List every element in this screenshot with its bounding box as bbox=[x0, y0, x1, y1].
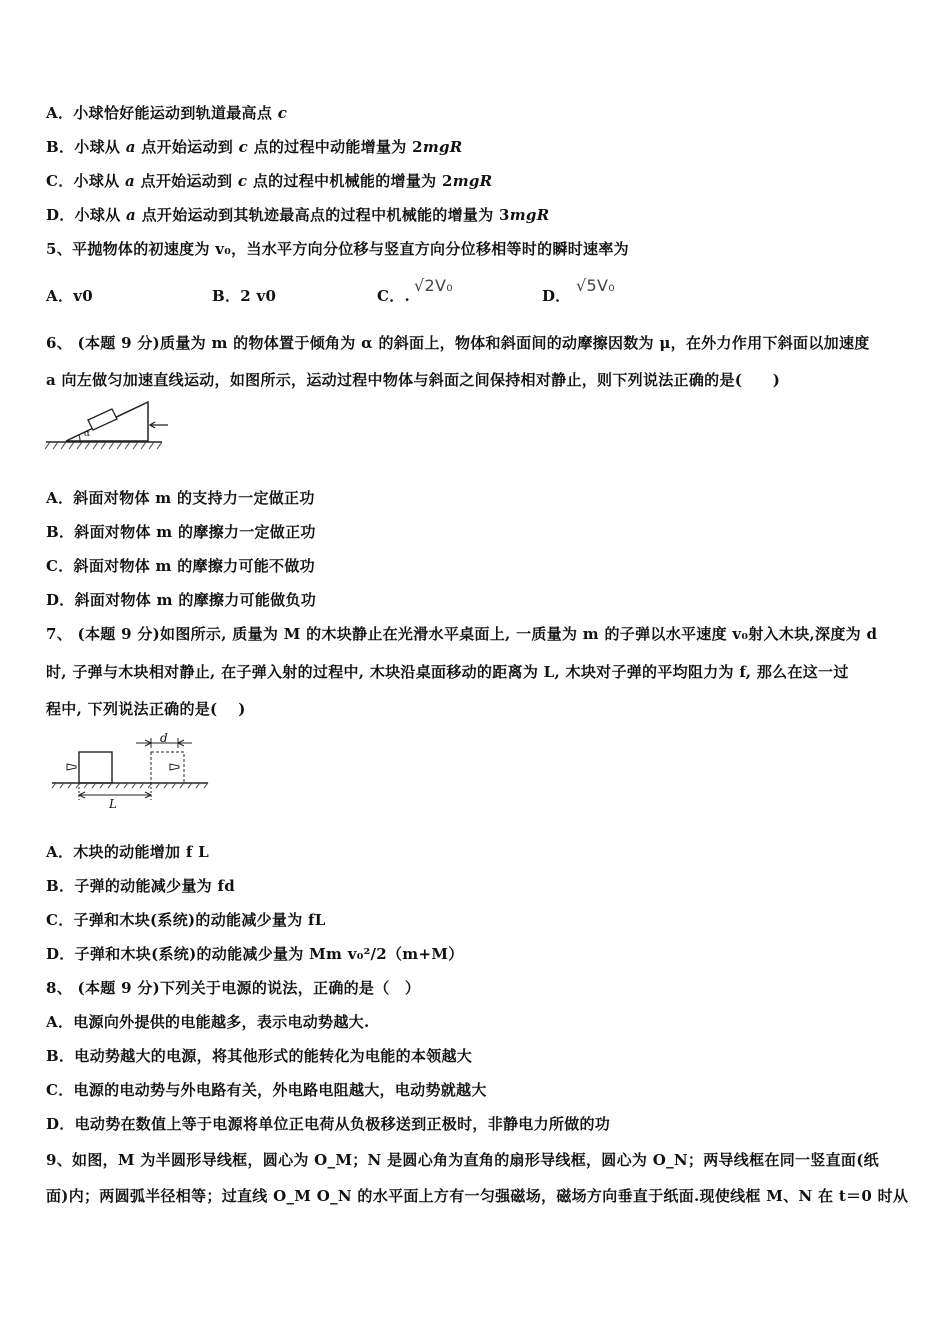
q5-opt-d-formula: √5V₀ bbox=[576, 276, 615, 295]
q5-stem: 5、平抛物体的初速度为 v₀，当水平方向分位移与竖直方向分位移相等时的瞬时速率为 bbox=[46, 240, 629, 258]
q8-option-c: C．电源的电动势与外电路有关，外电路电阻越大，电动势就越大 bbox=[46, 1081, 487, 1099]
q6-option-a: A．斜面对物体 m 的支持力一定做正功 bbox=[46, 489, 315, 507]
q7-option-b: B．子弹的动能减少量为 fd bbox=[46, 877, 236, 895]
q5-opt-a: A．v0 bbox=[46, 287, 93, 305]
q4-option-d: D．小球从 a 点开始运动到其轨迹最高点的过程中机械能的增量为 3mgR bbox=[46, 206, 550, 224]
q8-option-d: D．电动势在数值上等于电源将单位正电荷从负极移送到正极时，非静电力所做的功 bbox=[46, 1115, 611, 1133]
q7-stem-line1: 7、 (本题 9 分)如图所示, 质量为 M 的木块静止在光滑水平桌面上, 一质量为 m 的子弹以水平速度 v₀射入木块,深度为 d bbox=[46, 625, 878, 643]
q6-option-c: C．斜面对物体 m 的摩擦力可能不做功 bbox=[46, 557, 315, 575]
q8-option-b: B．电动势越大的电源，将其他形式的能转化为电能的本领越大 bbox=[46, 1047, 473, 1065]
q5-opt-b: B．2 v0 bbox=[212, 287, 277, 305]
q8-stem: 8、 (本题 9 分)下列关于电源的说法，正确的是（ ） bbox=[46, 979, 421, 997]
q6-figure-alpha-label: α bbox=[84, 429, 91, 439]
q4-option-b: B．小球从 a 点开始运动到 c 点的过程中动能增量为 2mgR bbox=[46, 138, 463, 156]
q4-option-c: C．小球从 a 点开始运动到 c 点的过程中机械能的增量为 2mgR bbox=[46, 172, 493, 190]
q9-stem-line1: 9、如图，M 为半圆形导线框，圆心为 O_M；N 是圆心角为直角的扇形导线框，圆心为 O_N；两导线框在同一竖直面(纸 bbox=[46, 1151, 879, 1169]
q6-incline-figure bbox=[44, 398, 174, 454]
q7-option-c: C．子弹和木块(系统)的动能减少量为 fL bbox=[46, 911, 326, 929]
q6-stem-line1: 6、 (本题 9 分)质量为 m 的物体置于倾角为 α 的斜面上，物体和斜面间的动摩擦因数为 μ，在外力作用下斜面以加速度 bbox=[46, 334, 870, 352]
q6-stem-line2: a 向左做匀加速直线运动，如图所示，运动过程中物体与斜面之间保持相对静止，则下列说法正确的是( ) bbox=[46, 371, 781, 389]
q5-opt-c: C．. bbox=[377, 287, 411, 305]
q7-bullet-block-figure bbox=[48, 730, 214, 816]
q6-option-b: B．斜面对物体 m 的摩擦力一定做正功 bbox=[46, 523, 316, 541]
q7-option-a: A．木块的动能增加 f L bbox=[46, 843, 209, 861]
q5-opt-c-formula: √2V₀ bbox=[414, 276, 453, 295]
q7-stem-line2: 时, 子弹与木块相对静止, 在子弹入射的过程中, 木块沿桌面移动的距离为 L, 木块对子弹的平均阻力为 f, 那么在这一过 bbox=[46, 663, 849, 681]
q4-option-a: A．小球恰好能运动到轨道最高点 c bbox=[46, 104, 288, 122]
q6-option-d: D．斜面对物体 m 的摩擦力可能做负功 bbox=[46, 591, 317, 609]
q5-opt-d: D． bbox=[542, 287, 571, 305]
q7-figure-L-label: L bbox=[109, 797, 117, 811]
q7-option-d: D．子弹和木块(系统)的动能减少量为 Mm v₀²/2（m+M） bbox=[46, 945, 464, 963]
q7-figure-d-label: d bbox=[160, 731, 168, 745]
q7-stem-line3: 程中, 下列说法正确的是( ) bbox=[46, 700, 246, 718]
q8-option-a: A．电源向外提供的电能越多，表示电动势越大. bbox=[46, 1013, 370, 1031]
q9-stem-line2: 面)内；两圆弧半径相等；过直线 O_M O_N 的水平面上方有一匀强磁场，磁场方向垂直于纸面.现使线框 M、N 在 t＝0 时从 bbox=[46, 1187, 909, 1205]
